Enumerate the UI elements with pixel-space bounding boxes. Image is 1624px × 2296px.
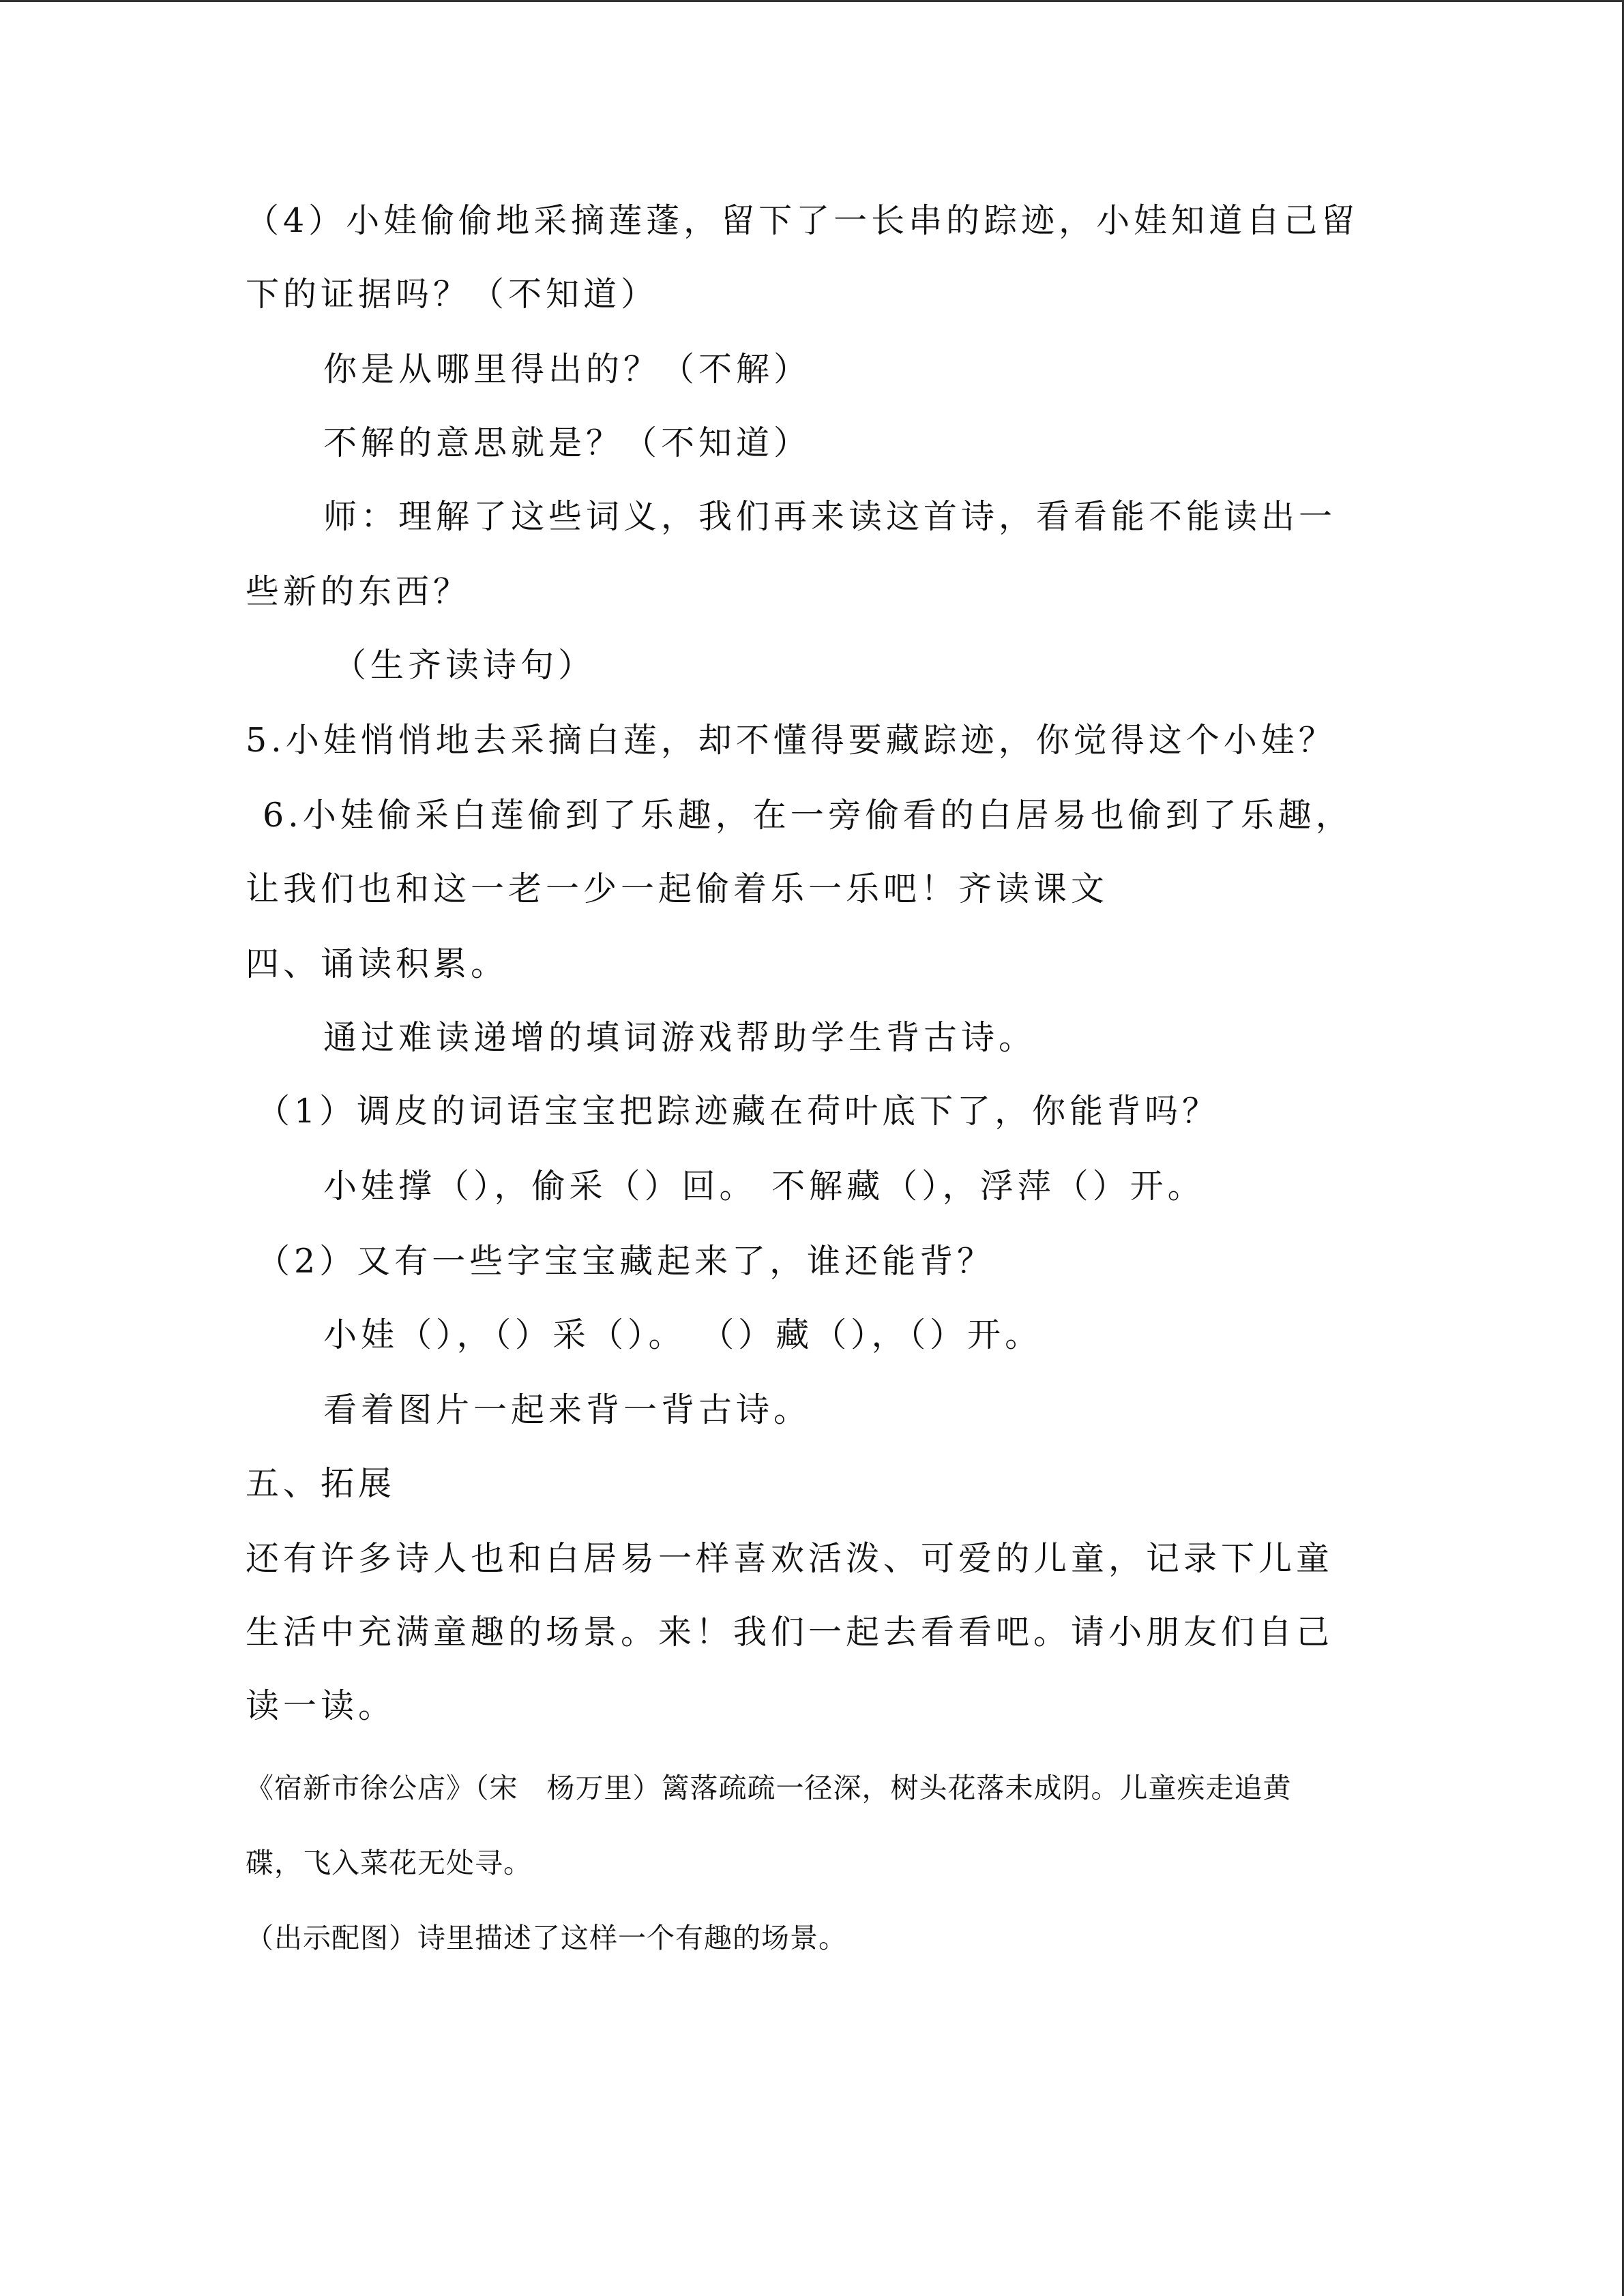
numbered-item: 5.小娃悄悄地去采摘白莲，却不懂得要藏踪迹，你觉得这个小娃？ — [246, 721, 1336, 760]
text-line: 看着图片一起来背一背古诗。 — [323, 1390, 812, 1429]
text-line: （1）调皮的词语宝宝把踪迹藏在荷叶底下了，你能背吗？ — [256, 1092, 1220, 1131]
fill-in-line: 小娃撑（），偷采（）回。 不解藏（），浮萍（）开。 — [323, 1167, 1205, 1206]
text-line: （2）又有一些字宝宝藏起来了，谁还能背？ — [256, 1242, 995, 1281]
text-line: 还有许多诗人也和白居易一样喜欢活泼、可爱的儿童，记录下儿童 — [246, 1539, 1334, 1578]
poem-line: 《宿新市徐公店》（宋 杨万里）篱落疏疏一径深，树头花落未成阴。儿童疾走追黄 — [246, 1772, 1292, 1804]
text-line: 些新的东西？ — [246, 572, 471, 611]
text-line: 不解的意思就是？（不知道） — [323, 423, 812, 462]
text-line: 让我们也和这一老一少一起偷着乐一乐吧！齐读课文 — [246, 869, 1109, 908]
text-line: （4）小娃偷偷地采摘莲蓬，留下了一长串的踪迹，小娃知道自己留 — [246, 201, 1359, 240]
text-line: 生活中充满童趣的场景。来！我们一起去看看吧。请小朋友们自己 — [246, 1613, 1334, 1652]
text-line: 下的证据吗？（不知道） — [246, 275, 659, 314]
fill-in-line: 小娃（），（）采（）。 （）藏（），（）开。 — [323, 1315, 1043, 1354]
section-heading: 四、诵读积累。 — [246, 944, 509, 983]
numbered-item: 6.小娃偷采白莲偷到了乐趣，在一旁偷看的白居易也偷到了乐趣， — [263, 796, 1353, 835]
text-line: （生齐读诗句） — [333, 646, 596, 685]
text-line: 你是从哪里得出的？（不解） — [323, 350, 812, 389]
text-line: （出示配图）诗里描述了这样一个有趣的场景。 — [246, 1922, 847, 1954]
section-heading: 五、拓展 — [246, 1464, 396, 1503]
text-line: 师：理解了这些词义，我们再来读这首诗，看看能不能读出一 — [323, 497, 1337, 536]
text-line: 通过难读递增的填词游戏帮助学生背古诗。 — [323, 1018, 1037, 1057]
text-line: 读一读。 — [246, 1686, 396, 1725]
poem-line: 碟，飞入菜花无处寻。 — [246, 1847, 532, 1879]
